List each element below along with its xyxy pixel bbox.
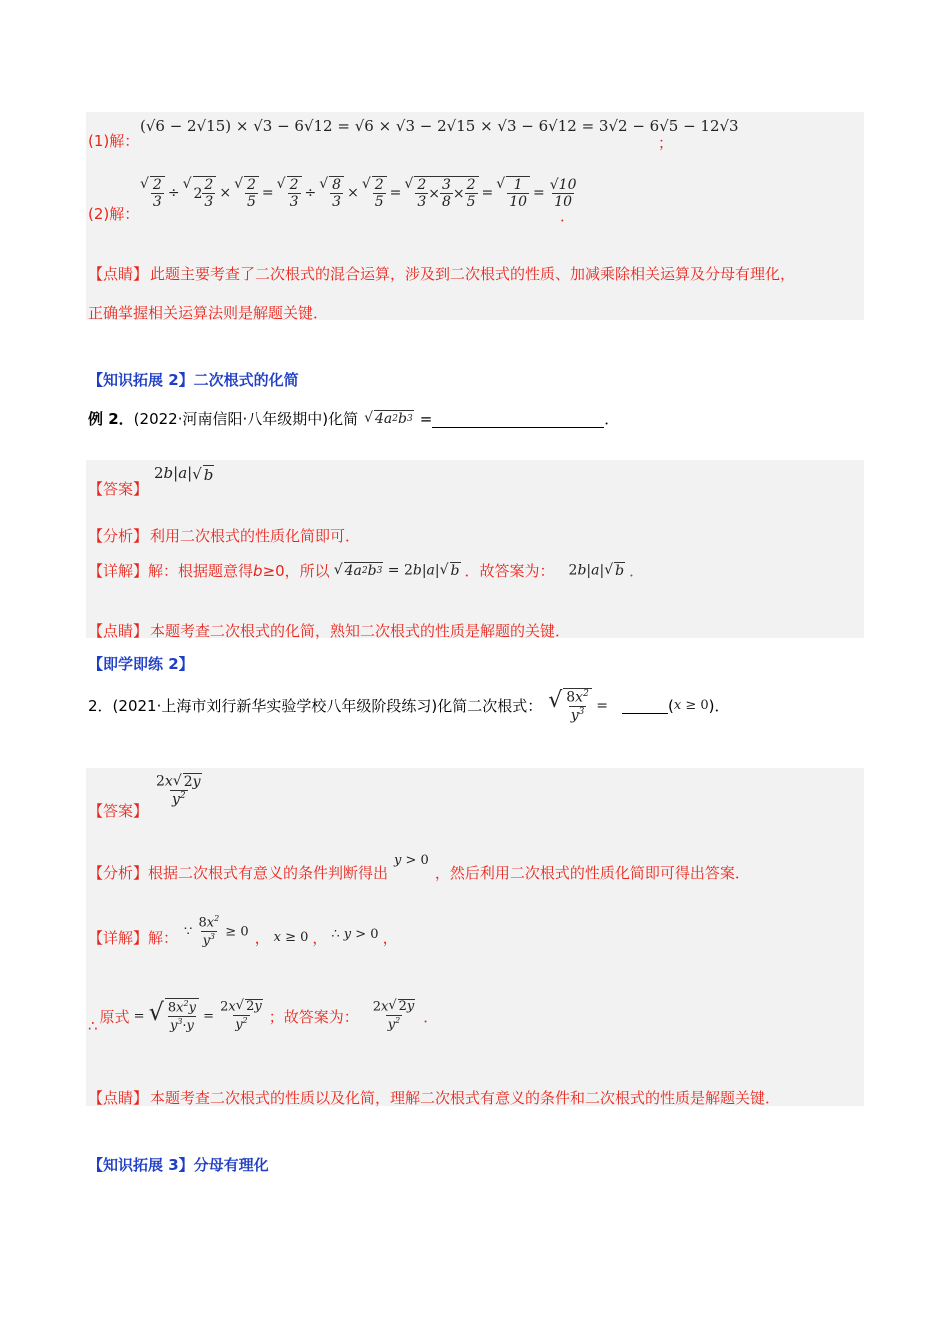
detail-3-y-cond: ∴ y > 0 [331,927,379,943]
detail-3-yuanshi: 原式 [99,1007,130,1026]
detail-2-line [88,560,644,581]
question-2-line [88,688,729,724]
part2-label: (2)解： [88,205,140,223]
part1-label: (1)解： [88,132,140,150]
analysis-3-text2: ，然后利用二次根式的性质化简即可得出答案． [434,864,750,882]
dianjing-3-tag: 【点睛】 [88,1089,149,1107]
question-2-label: 2． [88,697,113,716]
dianjing-1-line2: 正确掌握相关运算法则是解题关键． [88,304,329,322]
analysis-3-text1: 根据二次根式有意义的条件判断得出 [148,864,389,882]
question-2-source: (2021·上海市刘行新华实验学校八年级阶段练习)化简二次根式： [112,697,543,716]
example-2-radical: √ 4a 2 b 3 [364,410,413,427]
knowledge-extension-2-heading: 【知识拓展 2】二次根式的化简 [88,371,299,389]
dianjing-3-text: 本题考查二次根式的性质以及化简，理解二次根式有意义的条件和二次根式的性质是解题关键． [150,1089,781,1107]
question-2-paren-open: ( [667,696,674,715]
detail-3-line2 [88,998,438,1035]
answer-3-tag: 【答案】 [88,802,149,820]
detail-3-end: ． [423,1007,439,1026]
example-2-source: (2022·河南信阳·八年级期中)化简 [133,410,359,428]
detail-3-premise: ∵ $\frac{8x^2}{y^3}$ ≥ 0 [184,914,249,949]
example-2-end: ． [604,410,620,428]
detail-3-text2: ；故答案为： [268,1007,359,1026]
practice-2-heading: 【即学即练 2】 [88,655,194,673]
solution-block-1 [86,112,864,320]
analysis-2-tag: 【分析】 [88,527,149,545]
dianjing-2-text: 本题考查二次根式的化简，熟知二次根式的性质是解题的关键． [150,622,571,640]
question-2-paren-close: )． [708,697,730,716]
part2-expression: √ $\frac{2}{3}$ ÷ √ 2 $\frac{2}{3}$ × √ $\frac{2}{5}$ = √ $\frac{2}{3}$ ÷ √ $\frac{8}{3}$ × √ $\frac{2}{5}$ = √ $\frac{2}{3}$ × $\frac{3}{8}$ × $\frac{2}{5}$ = √ $\frac{1}{10}$ = $\frac{√10}{10}$ [140,176,577,211]
example-2-equals: = [419,409,433,428]
dianjing-2-tag: 【点睛】 [88,622,149,640]
analysis-3-condition: y > 0 [394,853,429,868]
detail-3-tag: 【详解】 [88,929,149,948]
analysis-3-tag: 【分析】 [88,864,149,882]
analysis-2-text: 利用二次根式的性质化简即可． [150,527,361,545]
answer-2-expression: 2b|a| √ b [154,464,214,484]
detail-3-answer: 2x √ 2 y $y^2$ [372,997,415,1033]
detail-3-comma2: ， [312,929,328,948]
answer-2-tag: 【答案】 [88,480,149,498]
detail-2-text2: ≥0，所以 [262,562,330,580]
part2-end: ． [560,207,576,225]
question-2-radical: √ $\frac{8x^2}{y^3}$ = [548,688,608,724]
dianjing-1-tag: 【点睛】 [88,265,149,283]
example-2-answer-blank[interactable] [432,409,604,428]
answer-3-expression: 2x √ 2 y $y^2$ [156,773,201,808]
detail-2-end: ． [629,562,645,580]
detail-3-comma1: ， [254,929,270,948]
detail-2-text3: ．故答案为： [464,562,555,580]
detail-3-text1: 解： [148,929,179,948]
detail-2-expression: √ 4a 2 b 3 = 2b|a| √ b [333,562,460,579]
question-2-condition: x ≥ 0 [673,698,709,714]
dianjing-1-line1: 此题主要考查了二次根式的混合运算，涉及到二次根式的性质、加减乘除相关运算及分母有理化， [150,265,796,283]
example-2-label: 例 2． [88,410,134,428]
part1-end: ； [658,134,674,152]
question-2-answer-blank[interactable] [622,697,668,714]
part1-expression: (√6 − 2√15) × √3 − 6√12 = √6 × √3 − 2√15 × √3 − 6√12 = 3√2 − 6√5 − 12√3 [140,117,739,135]
detail-2-answer: 2b|a| √ b [568,562,625,579]
detail-2-tag: 【详解】 [88,562,149,580]
detail-3-x-cond: x ≥ 0 [273,930,309,946]
example-2-line [88,408,619,429]
analysis-3-line [88,853,750,883]
detail-3-line1 [88,914,398,956]
detail-3-therefore: ∴ [88,1017,98,1036]
solution-block-2 [86,460,864,638]
detail-3-derivation: = √ $\frac{8x^2y}{y^3\cdot y}$ = 2x √ 2 y $y^2$ [133,997,262,1034]
knowledge-extension-3-heading: 【知识拓展 3】分母有理化 [88,1156,269,1174]
detail-2-b: b [253,561,263,580]
detail-2-text1: 解：根据题意得 [148,562,254,580]
detail-3-comma3: ， [382,929,398,948]
